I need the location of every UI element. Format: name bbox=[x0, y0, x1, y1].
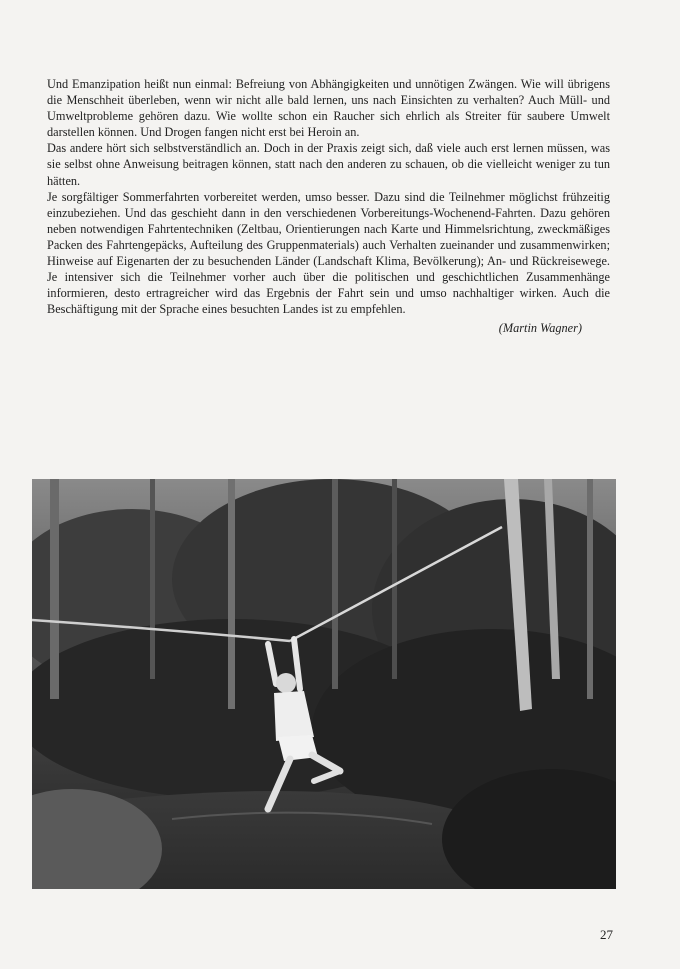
author-signature: (Martin Wagner) bbox=[498, 321, 582, 336]
page-number: 27 bbox=[600, 927, 613, 942]
photo-person-on-rope-icon bbox=[32, 479, 616, 889]
paragraph-praxis: Das andere hört sich selbstverständlich an. Doch in der Praxis zeigt sich, daß viele auch erst lernen müssen, was sie selbst ohne Anweisung beitragen können, statt nach den anderen zu schauen, ob die vielleicht weniger zu tun hätten. bbox=[47, 141, 610, 188]
paragraph-vorbereitung: Je sorgfältiger Sommerfahrten vorbereitet werden, umso besser. Dazu sind die Teilnehmer möglichst frühzeitig einzubeziehen. Und das geschieht dann in den verschiedenen Vorbereitungs-Wochenend-Fahrten. Dazu gehören neben notwendigen Fahrtentechniken (Zeltbau, Orientierungen nach Karte und Himmelsrichtung, zweckmäßiges Packen des Fahrtengepäcks, Aufteilung des Gruppenmaterials) auch Verhalten zueinander und zusammenwirken; Hinweise auf Eigenarten der zu besuchenden Länder (Landschaft Klima, Bevölkerung); An- und Rückreisewege. Je intensiver sich die Teilnehmer vorher auch über die politischen und geschichtlichen Zusammenhänge informieren, desto ertragreicher wird das Ergebnis der Fahrt sein und umso nachhaltiger wirken. Auch die Beschäftigung mit der Sprache eines besuchten Landes ist zu empfehlen. bbox=[47, 189, 610, 317]
article-text bbox=[47, 76, 610, 337]
paragraph-emanzipation: Und Emanzipation heißt nun einmal: Befreiung von Abhängigkeiten und unnötigen Zwängen. Wie will übrigens die Menschheit überleben, wenn wir nicht alle bald lernen, uns nach Einsichten zu verhalten? Auch Müll- und Umweltprobleme gehören dazu. Wie wollte schon ein Raucher sich ehrlich als Streiter für saubere Umwelt darstellen können. Und Drogen fangen nicht erst bei Heroin an. bbox=[47, 77, 610, 140]
